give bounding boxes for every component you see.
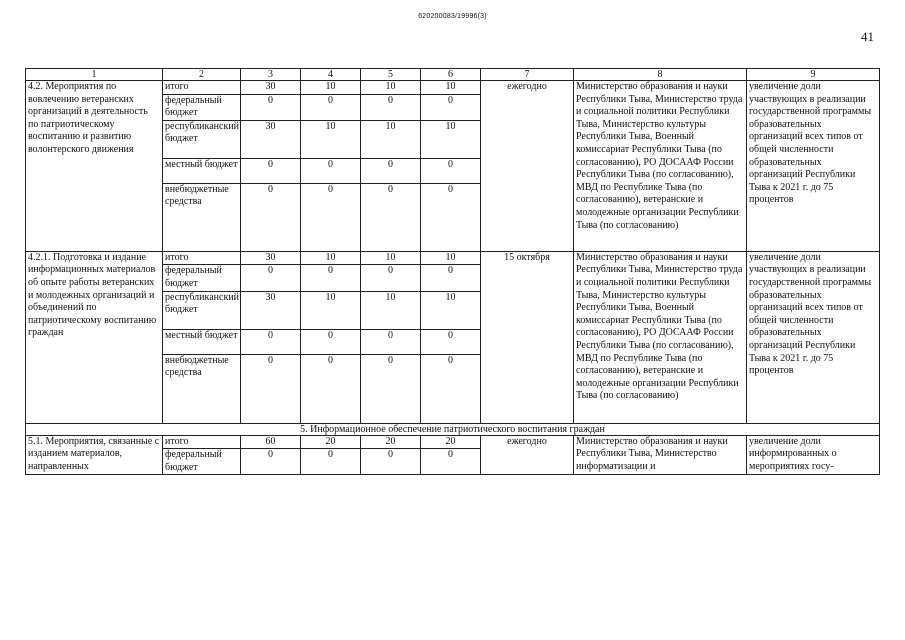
column-number: 8 <box>574 69 747 81</box>
amount-year-1: 0 <box>301 354 361 423</box>
amount-year-2: 10 <box>361 251 421 265</box>
funding-source: итого <box>163 81 241 95</box>
amount-year-2: 0 <box>361 158 421 183</box>
amount-year-1: 0 <box>301 265 361 291</box>
amount-year-2: 20 <box>361 435 421 449</box>
section-row <box>26 423 880 435</box>
funding-source: федеральный бюджет <box>163 449 241 475</box>
result-cell: увеличение доли участвующих в реализации государственной программы образовательных организаций всех типов от общей численности образовательных организаций Республики Тыва к 2021 г. до 75 процентов <box>747 251 880 423</box>
amount-total: 0 <box>241 183 301 251</box>
measure-cell: 4.2.1. Подготовка и издание информационных материалов об опыте работы ветеранских и молодежных организаций и объединений по патриотическому воспитанию граждан <box>26 251 163 423</box>
amount-year-1: 0 <box>301 183 361 251</box>
amount-total: 0 <box>241 329 301 354</box>
amount-year-3: 10 <box>421 251 481 265</box>
amount-year-2: 0 <box>361 354 421 423</box>
deadline-cell: ежегодно <box>481 81 574 252</box>
amount-year-1: 10 <box>301 81 361 95</box>
amount-total: 30 <box>241 291 301 329</box>
funding-source: федеральный бюджет <box>163 265 241 291</box>
amount-year-3: 0 <box>421 449 481 475</box>
amount-year-2: 0 <box>361 449 421 475</box>
amount-year-2: 10 <box>361 291 421 329</box>
amount-year-3: 0 <box>421 158 481 183</box>
amount-total: 30 <box>241 81 301 95</box>
amount-year-1: 0 <box>301 329 361 354</box>
executors-cell: Министерство образования и науки Республики Тыва, Министерство информатизации и <box>574 435 747 475</box>
amount-year-3: 10 <box>421 120 481 158</box>
document-id: 620200083/19996(3) <box>418 13 487 20</box>
amount-year-1: 10 <box>301 120 361 158</box>
measure-cell: 5.1. Мероприятия, связанные с изданием материалов, направленных <box>26 435 163 475</box>
funding-source: федеральный бюджет <box>163 94 241 120</box>
column-number: 4 <box>301 69 361 81</box>
funding-source: республиканский бюджет <box>163 291 241 329</box>
amount-year-3: 10 <box>421 291 481 329</box>
amount-year-3: 0 <box>421 265 481 291</box>
amount-year-3: 0 <box>421 183 481 251</box>
amount-total: 30 <box>241 120 301 158</box>
budget-table <box>25 68 880 475</box>
amount-year-1: 10 <box>301 291 361 329</box>
funding-source: республиканский бюджет <box>163 120 241 158</box>
section-title: 5. Информационное обеспечение патриотического воспитания граждан <box>26 423 880 435</box>
amount-total: 0 <box>241 354 301 423</box>
result-cell: увеличение доли участвующих в реализации государственной программы образовательных организаций всех типов от общей численности образовательных организаций Республики Тыва к 2021 г. до 75 процентов <box>747 81 880 252</box>
funding-source: местный бюджет <box>163 329 241 354</box>
column-number: 7 <box>481 69 574 81</box>
executors-cell: Министерство образования и науки Республики Тыва, Министерство труда и социальной политики Республики Тыва, Министерство культуры Республики Тыва, Военный комиссариат Республики Тыва (по согласованию), РО ДОСААФ России Республики Тыва (по согласованию), МВД по Республике Тыва (по согласованию), ветеранские и молодежные организации Республики Тыва (по согласованию) <box>574 251 747 423</box>
executors-cell: Министерство образования и науки Республики Тыва, Министерство труда и социальной политики Республики Тыва, Министерство культуры Республики Тыва, Военный комиссариат Республики Тыва (по согласованию), РО ДОСААФ России Республики Тыва (по согласованию), МВД по Республике Тыва (по согласованию), ветеранские и молодежные организации Республики Тыва (по согласованию) <box>574 81 747 252</box>
column-number: 2 <box>163 69 241 81</box>
column-number: 6 <box>421 69 481 81</box>
column-number: 9 <box>747 69 880 81</box>
amount-year-1: 0 <box>301 158 361 183</box>
amount-year-3: 10 <box>421 81 481 95</box>
amount-total: 0 <box>241 265 301 291</box>
amount-year-3: 20 <box>421 435 481 449</box>
amount-year-2: 10 <box>361 81 421 95</box>
amount-year-1: 10 <box>301 251 361 265</box>
amount-year-1: 20 <box>301 435 361 449</box>
amount-total: 0 <box>241 158 301 183</box>
table-row <box>26 435 880 449</box>
page-number: 41 <box>861 29 874 44</box>
funding-source: местный бюджет <box>163 158 241 183</box>
table-row <box>26 251 880 265</box>
table-row <box>26 81 880 95</box>
amount-total: 60 <box>241 435 301 449</box>
amount-year-2: 0 <box>361 265 421 291</box>
amount-year-2: 0 <box>361 329 421 354</box>
funding-source: итого <box>163 251 241 265</box>
amount-total: 30 <box>241 251 301 265</box>
funding-source: итого <box>163 435 241 449</box>
funding-source: внебюджетные средства <box>163 183 241 251</box>
amount-year-3: 0 <box>421 94 481 120</box>
amount-year-2: 0 <box>361 94 421 120</box>
deadline-cell: 15 октября <box>481 251 574 423</box>
column-number: 5 <box>361 69 421 81</box>
amount-total: 0 <box>241 94 301 120</box>
measure-cell: 4.2. Мероприятия по вовлечению ветеранских организаций в деятельность по патриотическому воспитанию и развитию волонтерского движения <box>26 81 163 252</box>
amount-year-3: 0 <box>421 329 481 354</box>
amount-year-3: 0 <box>421 354 481 423</box>
column-number-row <box>26 69 880 81</box>
column-number: 3 <box>241 69 301 81</box>
amount-total: 0 <box>241 449 301 475</box>
amount-year-2: 0 <box>361 183 421 251</box>
deadline-cell: ежегодно <box>481 435 574 475</box>
amount-year-1: 0 <box>301 94 361 120</box>
funding-source: внебюджетные средства <box>163 354 241 423</box>
column-number: 1 <box>26 69 163 81</box>
amount-year-2: 10 <box>361 120 421 158</box>
result-cell: увеличение доли информированных о мероприятиях госу- <box>747 435 880 475</box>
amount-year-1: 0 <box>301 449 361 475</box>
